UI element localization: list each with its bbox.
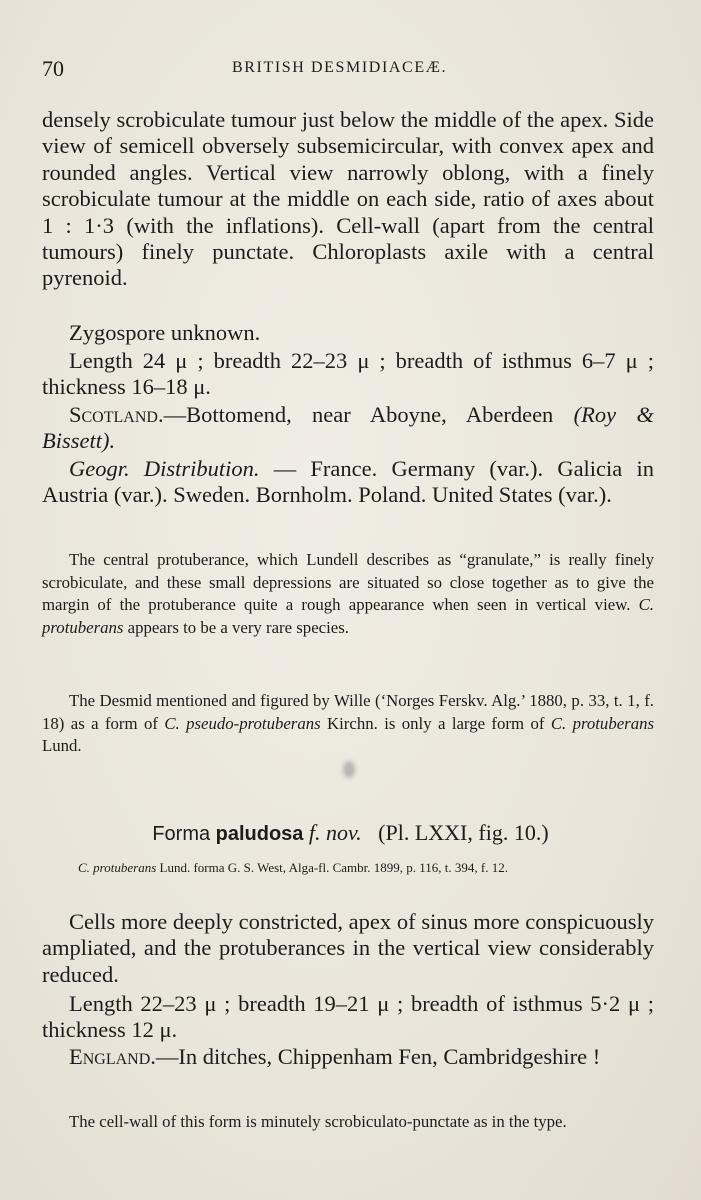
species-name: C. protuberans bbox=[42, 595, 654, 637]
forma-locality-region: England. bbox=[69, 1044, 156, 1069]
distribution-label: Geogr. Distribution. bbox=[69, 456, 260, 481]
zygospore-line: Zygospore unknown. bbox=[69, 320, 261, 345]
species-name: C. protuberans bbox=[78, 860, 157, 875]
forma-description: Cells more deeply constricted, apex of sinus more conspicuously ampliated, and the protuberances in the vertical view considerably reduced. bbox=[42, 909, 654, 987]
locality-collectors: (Roy & Bissett). bbox=[42, 402, 654, 454]
forma-locality-place: —In ditches, Chippenham Fen, Cambridgeshire ! bbox=[155, 1044, 601, 1069]
forma-measurements: Length 22–23 μ ; breadth 19–21 μ ; breadth of isthmus 5·2 μ ; thickness 12 μ. bbox=[42, 991, 654, 1043]
locality-place: —Bottomend, near Aboyne, Aberdeen bbox=[163, 402, 554, 427]
running-title: BRITISH DESMIDIACEÆ. bbox=[232, 59, 448, 76]
description-paragraph: densely scrobiculate tumour just below the middle of the apex. Side view of semicell obversely subsemicircular, with convex apex and rounded angles. Vertical view narrowly oblong, with a finely scrobiculate tumour at the middle on each side, ratio of axes about 1 : 1·3 (with the inflations). Cell-wall (apart from the central tumours) finely punctate. Chloroplasts axile with a central pyrenoid. bbox=[42, 107, 654, 291]
forma-heading: Forma paludosa f. nov. (Pl. LXXI, fig. 10.) bbox=[152, 820, 549, 845]
forma-note: The cell-wall of this form is minutely scrobiculato-punctate as in the type. bbox=[69, 1112, 567, 1131]
distribution-text: — France. Germany (var.). Galicia in Austria (var.). Sweden. Bornholm. Poland. United States (var.). bbox=[42, 456, 654, 508]
forma-status: f. nov. bbox=[308, 820, 362, 845]
note-paragraph-2: The Desmid mentioned and figured by Wille (‘Norges Ferskv. Alg.’ 1880, p. 33, t. 1, f. 18) as a form of C. pseudo-protuberans Kirchn. is only a large form of C. protuberans Lund. bbox=[42, 691, 655, 756]
print-speck bbox=[343, 761, 355, 778]
locality-paragraph bbox=[42, 402, 654, 455]
forma-locality bbox=[42, 1044, 654, 1070]
measurements-paragraph: Length 24 μ ; breadth 22–23 μ ; breadth of isthmus 6–7 μ ; thickness 16–18 μ. bbox=[42, 348, 654, 400]
locality-region: Scotland. bbox=[69, 402, 164, 427]
page-number: 70 bbox=[42, 56, 64, 81]
plate-reference: (Pl. LXXI, fig. 10.) bbox=[378, 820, 549, 845]
species-name: C. pseudo-protuberans bbox=[164, 713, 321, 733]
distribution-paragraph bbox=[42, 456, 654, 509]
forma-name: paludosa bbox=[215, 823, 304, 845]
page-header bbox=[42, 56, 662, 82]
note-paragraph-1: The central protuberance, which Lundell describes as “granulate,” is really finely scrobiculate, and these small depressions are situated so close together as to give the margin of the protuberance quite a rough appearance when seen in vertical view. C. protuberans appears to be a very rare species. bbox=[42, 550, 654, 637]
species-name: C. protuberans bbox=[550, 713, 655, 733]
synonym-reference: C. protuberans Lund. forma G. S. West, Alga-fl. Cambr. 1899, p. 116, t. 394, f. 12. bbox=[78, 860, 508, 875]
